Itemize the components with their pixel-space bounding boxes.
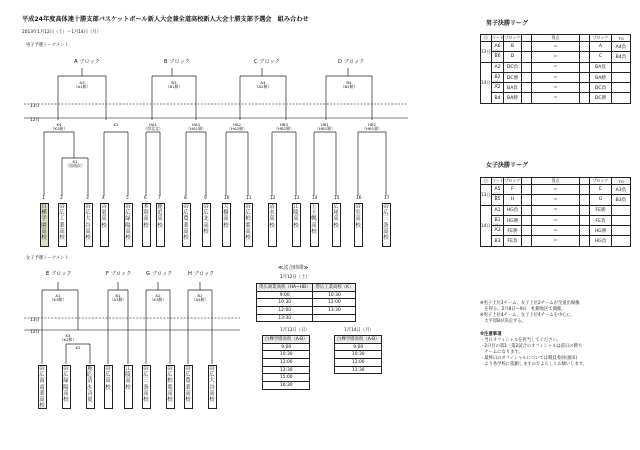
boys-seed-number: 14 <box>312 196 318 201</box>
note-line: 大平原Bが決定する。 <box>480 319 526 325</box>
match-label: K4 （K3勝） <box>50 122 68 132</box>
league-team-cell: C <box>590 52 612 62</box>
boys-final-label-a: A3 （A1勝） <box>73 80 91 90</box>
note-line: ※男子上位4チーム、女子上位4チームを中心に、 <box>480 313 576 319</box>
boys-school-name: 帯広緑陽高校 <box>124 203 133 247</box>
league-score-cell: ＝ <box>532 72 580 82</box>
league-score-cell: ＝ <box>532 185 580 195</box>
league-to-cell <box>612 236 631 246</box>
note-item: ・当日オフィシャルを担当してください。 <box>480 338 562 344</box>
time-cell: 12:00 <box>257 307 313 315</box>
girls-school-name: 江陵高校 <box>124 365 133 409</box>
league-score-cell <box>580 236 590 246</box>
schedule-day3: 1月14日（月） <box>344 328 374 333</box>
block-f-header: F ブロック <box>106 271 132 277</box>
match-label: K2 <box>113 122 119 127</box>
time-cell: 15:00 <box>263 374 310 382</box>
league-team-cell: B <box>504 42 522 52</box>
note-item: ・最終日のオフィシャルについては競技委員(福田) <box>480 356 578 362</box>
league-court-cell: B1 <box>492 215 504 225</box>
league-score-cell <box>580 185 590 195</box>
match-label: HB1 （HB1勝） <box>315 122 335 132</box>
boys-seed-number: 5 <box>126 196 129 201</box>
time-cell <box>313 314 356 322</box>
note-item: より各学校に依頼しますのでよろしくお願いします。 <box>480 362 588 368</box>
time-cell: 9:00 <box>257 291 313 299</box>
boys-school-name: 広尾高校 <box>332 203 341 247</box>
time-cell: 10:30 <box>335 351 382 359</box>
league-to-cell <box>612 62 631 72</box>
league-court-cell: A6 <box>492 42 504 52</box>
venue-cell: 帯広商業高校（HA~HB） <box>257 284 313 292</box>
league-score-cell <box>522 52 532 62</box>
block-a-header: A ブロック <box>74 59 100 65</box>
league-team-cell: HG負 <box>504 205 522 215</box>
league-score-cell: ＝ <box>532 215 580 225</box>
league-team-cell: BA勝 <box>504 93 522 103</box>
league-team-cell: FE勝 <box>504 226 522 236</box>
league-header-cell: 得点 <box>532 178 580 185</box>
league-header-cell: コート <box>492 35 504 40</box>
league-score-cell: ＝ <box>532 62 580 72</box>
league-team-cell: HG負 <box>590 236 612 246</box>
time-cell: 13:30 <box>313 307 356 315</box>
league-header-cell: TO <box>612 178 631 185</box>
league-score-cell <box>580 195 590 205</box>
boys-final-label-d: B4 （B2勝） <box>340 80 358 90</box>
boys-school-name: 帯室高校 <box>354 203 363 247</box>
league-header-cell: ブロック <box>504 178 521 183</box>
league-header-cell <box>580 178 590 185</box>
league-day-cell: 14日（月） <box>481 62 492 103</box>
time-cell: 13:30 <box>335 366 382 374</box>
boys-school-name: 音更高校 <box>100 203 109 247</box>
block-b-header: B ブロック <box>164 59 190 65</box>
league-to-cell <box>612 93 631 103</box>
league-court-cell: A2 <box>492 83 504 93</box>
league-day-cell: 13日（日） <box>481 185 492 206</box>
match-label: B2 （A5勝） <box>191 293 209 303</box>
note-item: ・2日目の第1・第2試合のオフィシャルは前日の勝ち <box>480 344 583 350</box>
block-d-header: D ブロック <box>338 59 365 65</box>
league-to-cell: B3負 <box>612 195 631 205</box>
schedule-title: ≪試合時間≫ <box>278 265 309 271</box>
boys-school-name: 帯広柏葉高校 <box>244 203 253 247</box>
league-team-cell: BA負 <box>504 83 522 93</box>
league-header-cell <box>522 35 532 42</box>
league-team-cell: DC勝 <box>504 72 522 82</box>
league-score-cell <box>522 215 532 225</box>
league-team-cell: BA負 <box>590 62 612 72</box>
girls-bracket-label: 女子予選トーナメント <box>26 256 69 261</box>
league-team-cell: HG勝 <box>504 215 522 225</box>
league-header-cell: ブロック <box>590 178 612 185</box>
league-team-cell: H <box>504 195 522 205</box>
league-score-cell <box>522 226 532 236</box>
boys-seed-number: 2 <box>60 196 63 201</box>
boys-final-label-c: A4 （A2勝） <box>254 80 272 90</box>
boys-seed-number: 4 <box>102 196 105 201</box>
league-score-cell <box>580 226 590 236</box>
schedule-day1-table <box>256 283 356 322</box>
league-header-cell: 日 <box>481 35 492 42</box>
schedule-day1: 1月12日（土） <box>280 275 310 280</box>
time-cell: 10:30 <box>313 291 356 299</box>
match-label: B1 （A3勝） <box>109 293 127 303</box>
league-team-cell: FE勝 <box>590 205 612 215</box>
league-score-cell <box>580 215 590 225</box>
page-title: 平成24年度高体連十勝支部バスケットボール新人大会兼全道高校新人大会十勝支部予選会 組み合わせ <box>22 16 309 23</box>
match-label: HA3 （HA1勝） <box>186 122 206 132</box>
league-score-cell <box>522 42 532 52</box>
venue-cell: 帯広工業高校（K） <box>313 284 356 292</box>
league-to-cell <box>612 226 631 236</box>
league-score-cell <box>522 83 532 93</box>
league-to-cell <box>612 72 631 82</box>
match-label: A2 （K3勝） <box>149 293 167 303</box>
league-team-cell: BA勝 <box>590 72 612 82</box>
league-header-cell: TO <box>612 35 631 42</box>
league-team-cell: FE負 <box>590 215 612 225</box>
boys-seed-number: 3 <box>86 196 89 201</box>
league-score-cell <box>522 205 532 215</box>
boys-seed-number: 6 <box>144 196 147 201</box>
boys-school-name: 本別高校 <box>142 203 151 247</box>
match-label: HA2 （HA2勝） <box>227 122 247 132</box>
notes-heading: ※注意事項 <box>480 332 502 337</box>
venue-cell: 白樺学園高校（A-B） <box>335 336 382 344</box>
league-score-cell: ＝ <box>532 52 580 62</box>
boys-seed-number: 17 <box>384 196 390 201</box>
league-score-cell <box>580 93 590 103</box>
svg-text:12日: 12日 <box>30 118 40 123</box>
boys-bracket-label: 男子予選トーナメント <box>26 43 69 48</box>
notes-box <box>480 332 626 369</box>
girls-school-name: 鹿追・清水・音更 <box>86 365 95 409</box>
time-cell: 9:00 <box>335 343 382 351</box>
league-court-cell: B4 <box>492 93 504 103</box>
match-label: HA1 （帯北北） <box>143 122 163 132</box>
girls-league-grid <box>480 177 631 247</box>
boys-school-name: 白樺学園高校 <box>40 203 49 247</box>
time-cell: 12:00 <box>335 359 382 367</box>
note-line: ※男子上位3チーム、女子上位2チームが全道出場権 <box>480 301 580 306</box>
boys-seed-number: 15 <box>334 196 340 201</box>
event-dates: 2013年1月12日（土）～1月14日（月） <box>22 30 101 35</box>
boys-seed-number: 9 <box>204 196 207 201</box>
league-to-cell: B4負 <box>612 52 631 62</box>
league-score-cell: ＝ <box>532 205 580 215</box>
league-team-cell: DC勝 <box>590 93 612 103</box>
league-score-cell <box>522 62 532 72</box>
svg-text:13日: 13日 <box>30 104 40 109</box>
boys-league-grid <box>480 34 631 104</box>
note-line: を得る。2月8日～9日 札幌地区で開催。 <box>480 307 566 313</box>
time-cell: 12:00 <box>263 359 310 367</box>
schedule-day2: 1月13日（日） <box>280 328 310 333</box>
league-score-cell <box>580 62 590 72</box>
league-score-cell <box>580 42 590 52</box>
girls-school-name: 帯広柏葉高校 <box>166 365 175 409</box>
league-court-cell: B3 <box>492 236 504 246</box>
match-label: A1 （K3勝） <box>49 293 67 303</box>
girls-school-name: 帯広緑陽高校 <box>62 365 71 409</box>
league-header-cell: コート <box>492 178 504 183</box>
league-score-cell <box>580 72 590 82</box>
league-score-cell: ＝ <box>532 93 580 103</box>
boys-school-name: 江陵高校 <box>292 203 301 247</box>
girls-school-name: 帯広大谷高校 <box>208 365 217 409</box>
league-header-cell: 得点 <box>532 35 580 42</box>
league-to-cell <box>612 205 631 215</box>
league-score-cell <box>522 185 532 195</box>
time-cell: 10:30 <box>263 351 310 359</box>
league-court-cell: A5 <box>492 185 504 195</box>
league-score-cell: ＝ <box>532 42 580 52</box>
boys-seed-number: 12 <box>270 196 276 201</box>
time-cell: 10:30 <box>257 299 313 307</box>
league-court-cell: B5 <box>492 195 504 205</box>
league-day-cell: 14日（月） <box>481 205 492 246</box>
boys-seed-number: 13 <box>294 196 300 201</box>
block-c-header: C ブロック <box>254 59 280 65</box>
league-team-cell: G <box>590 195 612 205</box>
league-day-cell: 13日（日） <box>481 42 492 63</box>
match-label: K1 （留萌次） <box>65 159 85 169</box>
boys-seed-number: 16 <box>356 196 362 201</box>
league-to-cell <box>612 215 631 225</box>
block-e-header: E ブロック <box>46 271 72 277</box>
girls-school-name: 帯広南商業高校 <box>39 366 45 410</box>
league-to-cell: A4負 <box>612 42 631 52</box>
boys-final-label-b: B3 （B1勝） <box>165 80 183 90</box>
boys-school-name: 鹿追高校 <box>156 203 165 247</box>
qualification-notes <box>480 301 579 325</box>
time-cell: 13:30 <box>263 366 310 374</box>
girls-school-name: 帯広三条高校 <box>142 365 151 409</box>
boys-seed-number: 8 <box>184 196 187 201</box>
boys-school-name: 帯広大谷高校 <box>84 203 93 247</box>
league-team-cell: HG勝 <box>590 226 612 236</box>
league-score-cell <box>580 205 590 215</box>
league-score-cell <box>580 52 590 62</box>
match-label: HB3 （HB2勝） <box>274 122 294 132</box>
league-header-cell <box>580 35 590 42</box>
league-score-cell: ＝ <box>532 236 580 246</box>
league-court-cell: B6 <box>492 52 504 62</box>
league-team-cell: E <box>590 185 612 195</box>
boys-seed-number: 10 <box>224 196 230 201</box>
boys-school-name: 帯広北高校 <box>202 203 211 247</box>
boys-seed-number: 7 <box>158 196 161 201</box>
time-cell: 16:30 <box>263 382 310 390</box>
girls-league-title: 女子決勝リーグ <box>486 162 529 169</box>
boys-league-title: 男子決勝リーグ <box>486 20 529 27</box>
girls-school-name: 帯広農業高校 <box>184 365 193 409</box>
note-item: チームになります。 <box>480 350 523 356</box>
match-label: K2 <box>75 345 81 350</box>
league-team-cell: F <box>504 185 522 195</box>
boys-school-name: 帯広工業高校 <box>58 203 67 247</box>
league-header-cell: ブロック <box>590 35 612 42</box>
block-h-header: H ブロック <box>188 271 215 277</box>
boys-seed-number: 11 <box>246 196 252 201</box>
league-score-cell <box>522 93 532 103</box>
venue-cell: 白樺学園高校（A-B） <box>263 336 310 344</box>
schedule-day2-table <box>262 335 310 390</box>
boys-seed-number: 1 <box>42 196 45 201</box>
league-team-cell: DC負 <box>504 62 522 72</box>
league-court-cell: A2 <box>492 62 504 72</box>
league-team-cell: A <box>590 42 612 52</box>
time-cell: 9:00 <box>263 343 310 351</box>
boys-school-name: 大樹高校 <box>222 203 231 247</box>
league-score-cell <box>522 195 532 205</box>
boys-school-name: 清水高校 <box>268 203 277 247</box>
match-label: K3 （K2勝） <box>59 333 77 343</box>
league-team-cell: D <box>504 52 522 62</box>
league-score-cell <box>522 72 532 82</box>
league-score-cell: ＝ <box>532 195 580 205</box>
match-label: HB2 （HB1勝） <box>362 122 382 132</box>
league-court-cell: B2 <box>492 72 504 82</box>
boys-school-name: 上士幌高校 <box>310 203 319 247</box>
league-header-cell: ブロック <box>504 35 521 40</box>
league-score-cell: ＝ <box>532 83 580 93</box>
league-header-cell: 日 <box>481 178 492 185</box>
league-court-cell: A3 <box>492 226 504 236</box>
time-cell: 12:00 <box>313 299 356 307</box>
girls-school-name: 帯広高校 <box>104 365 113 409</box>
svg-text:12日: 12日 <box>30 330 40 335</box>
league-score-cell: ＝ <box>532 226 580 236</box>
boys-school-name: 帯広三条高校 <box>382 203 391 247</box>
league-team-cell: FE負 <box>504 236 522 246</box>
league-header-cell <box>522 178 532 185</box>
block-g-header: G ブロック <box>146 271 173 277</box>
svg-text:13日: 13日 <box>30 318 40 323</box>
boys-school-name: 帯広農業高校 <box>182 203 191 247</box>
league-to-cell: A3負 <box>612 185 631 195</box>
league-team-cell: DC負 <box>590 83 612 93</box>
time-cell: 13:30 <box>257 314 313 322</box>
league-score-cell <box>580 83 590 93</box>
league-court-cell: A1 <box>492 205 504 215</box>
schedule-day3-table <box>334 335 382 374</box>
league-score-cell <box>522 236 532 246</box>
league-to-cell <box>612 83 631 93</box>
